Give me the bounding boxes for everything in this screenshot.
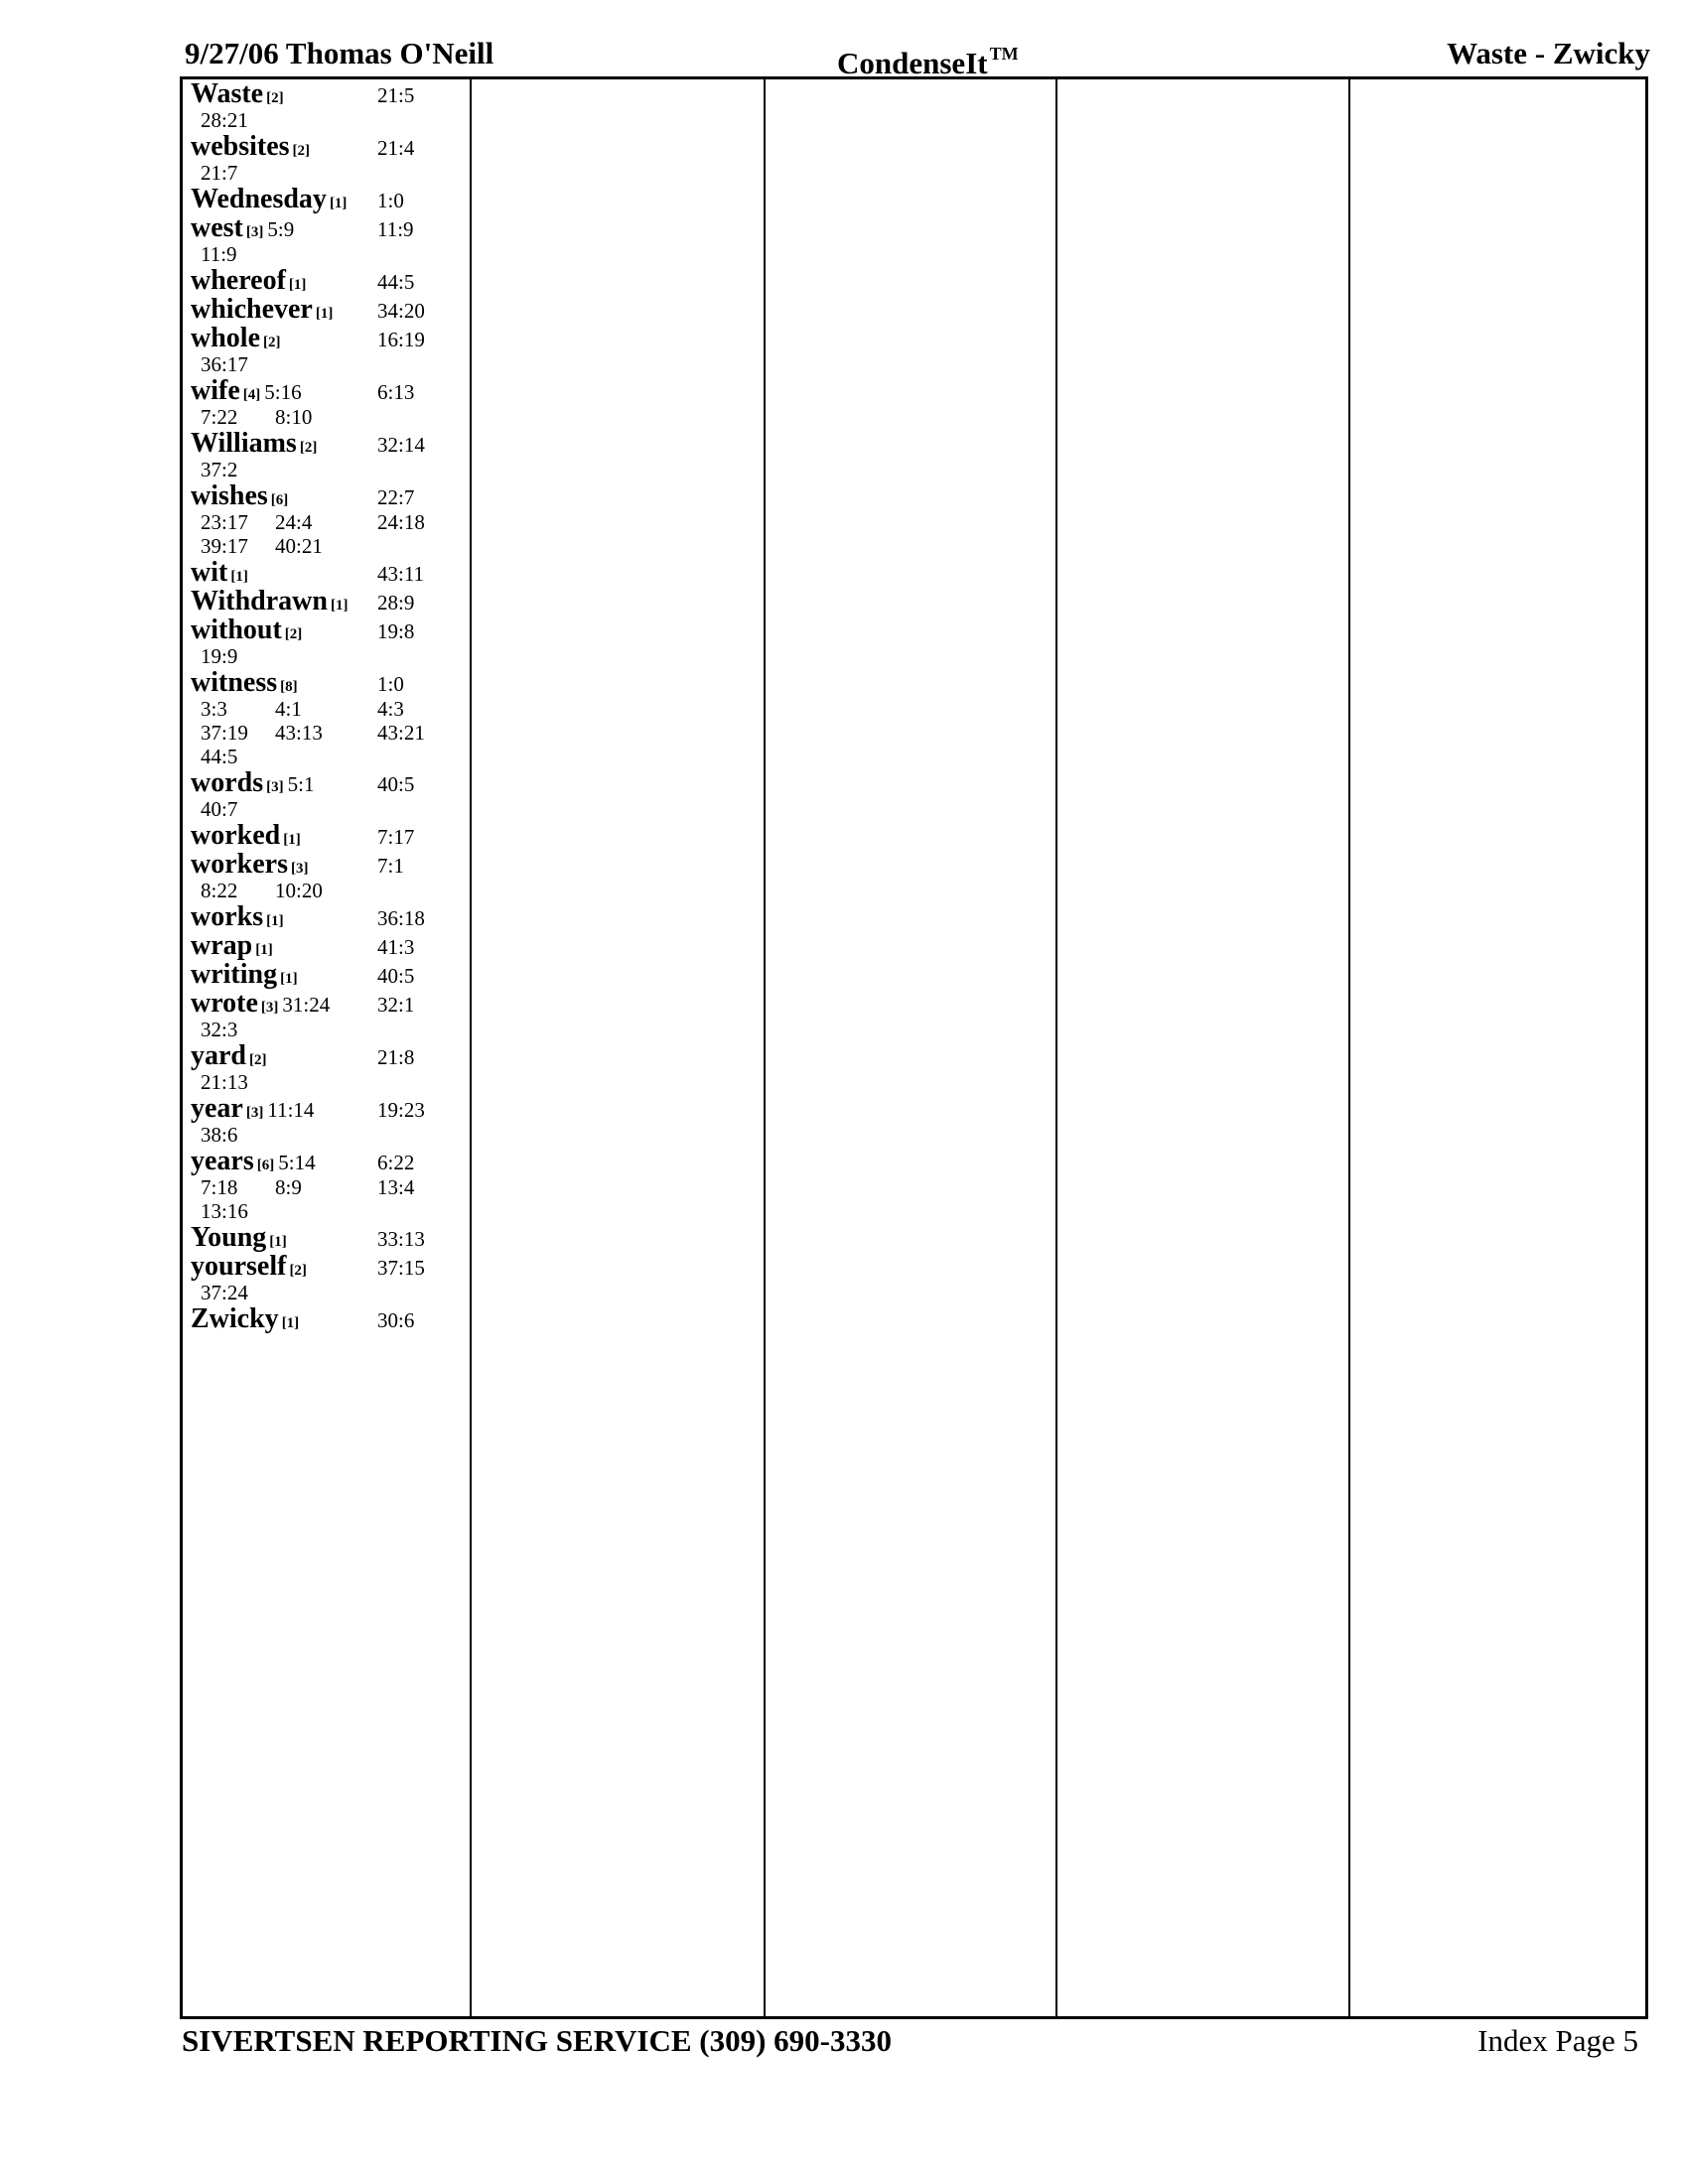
index-word: whole (191, 323, 260, 353)
product-name: CondenseIt (837, 46, 988, 80)
ref-row (191, 108, 469, 132)
occurrence-count: [2] (284, 626, 303, 642)
index-entry (191, 132, 469, 185)
page-line-ref: 33:13 (377, 1227, 425, 1251)
index-entry (191, 324, 469, 376)
page-line-ref: 19:8 (377, 619, 415, 643)
footer-page-number: Index Page 5 (1477, 2023, 1638, 2058)
column-divider (764, 79, 766, 2016)
footer-reporting-service: SIVERTSEN REPORTING SERVICE (309) 690-3330 (182, 2023, 892, 2058)
page-line-ref: 37:24 (201, 1281, 248, 1304)
page-line-ref: 28:9 (377, 591, 415, 614)
occurrence-count: [8] (280, 679, 298, 695)
page-line-ref: 44:5 (201, 745, 238, 768)
page-line-ref: 5:14 (278, 1151, 316, 1174)
ref-row (191, 458, 469, 481)
index-word: workers (191, 849, 288, 880)
page-line-ref: 13:16 (201, 1199, 248, 1223)
occurrence-count: [1] (315, 306, 334, 322)
page-line-ref: 5:9 (267, 217, 295, 241)
page-line-ref: 43:13 (275, 721, 323, 745)
trademark-mark: TM (989, 44, 1019, 64)
page-line-ref: 24:18 (377, 510, 425, 534)
page-line-ref: 43:21 (377, 721, 425, 745)
index-entry (191, 213, 469, 266)
page-line-ref: 38:6 (201, 1123, 238, 1147)
occurrence-count: [2] (289, 1263, 307, 1279)
index-word: websites (191, 131, 290, 162)
ref-row (191, 510, 469, 534)
header-product-name (837, 36, 1019, 81)
column-divider (470, 79, 472, 2016)
index-word: wit (191, 557, 228, 588)
page-line-ref: 23:17 (201, 510, 248, 534)
index-entry (191, 615, 469, 668)
page-line-ref: 1:0 (377, 672, 404, 696)
page-line-ref: 4:3 (377, 697, 404, 721)
index-word: yourself (191, 1251, 287, 1282)
page-line-ref: 19:9 (201, 644, 238, 668)
index-entry (191, 1094, 469, 1147)
page-line-ref: 21:4 (377, 136, 415, 160)
occurrence-count: [2] (266, 90, 284, 106)
index-word: worked (191, 820, 281, 851)
page-line-ref: 21:7 (201, 161, 238, 185)
occurrence-count: [1] (280, 971, 298, 987)
page-line-ref: 7:1 (377, 854, 404, 878)
index-word: whichever (191, 294, 313, 325)
index-word: Young (191, 1222, 267, 1253)
page-line-ref: 16:19 (377, 328, 425, 351)
occurrence-count: [1] (230, 569, 248, 585)
index-entry (191, 376, 469, 429)
occurrence-count: [2] (263, 335, 281, 350)
page-line-ref: 40:5 (377, 772, 415, 796)
page-line-ref: 36:17 (201, 352, 248, 376)
index-entry (191, 960, 469, 989)
occurrence-count: [3] (266, 779, 284, 795)
index-entry (191, 668, 469, 768)
index-entry (191, 429, 469, 481)
index-word: whereof (191, 265, 286, 296)
index-entry (191, 1041, 469, 1094)
index-entry (191, 1304, 469, 1333)
ref-row (191, 1070, 469, 1094)
index-column-1 (191, 79, 469, 1333)
index-entry (191, 1147, 469, 1223)
ref-row (191, 1175, 469, 1199)
index-entry (191, 768, 469, 821)
page-line-ref: 11:14 (267, 1098, 315, 1122)
page-line-ref: 32:14 (377, 433, 425, 457)
index-word: writing (191, 959, 278, 990)
occurrence-count: [6] (270, 492, 289, 508)
occurrence-count: [1] (269, 1234, 287, 1250)
index-word: Withdrawn (191, 586, 328, 616)
index-word: Williams (191, 428, 297, 459)
page-line-ref: 8:9 (275, 1175, 302, 1199)
page-line-ref: 7:18 (201, 1175, 238, 1199)
page-line-ref: 6:13 (377, 380, 415, 404)
page-line-ref: 37:15 (377, 1256, 425, 1280)
page-line-ref: 3:3 (201, 697, 227, 721)
page-line-ref: 8:10 (275, 405, 313, 429)
ref-row (191, 352, 469, 376)
page-line-ref: 40:7 (201, 797, 238, 821)
page-line-ref: 4:1 (275, 697, 302, 721)
page-line-ref: 22:7 (377, 485, 415, 509)
page-line-ref: 37:19 (201, 721, 248, 745)
index-entry (191, 850, 469, 902)
index-entry (191, 79, 469, 132)
index-word: words (191, 767, 264, 798)
page-line-ref: 8:22 (201, 879, 238, 902)
index-entry (191, 587, 469, 615)
page-line-ref: 13:4 (377, 1175, 415, 1199)
page-line-ref: 24:4 (275, 510, 313, 534)
occurrence-count: [2] (292, 143, 311, 159)
occurrence-count: [1] (283, 832, 301, 848)
page-line-ref: 43:11 (377, 562, 425, 586)
page-line-ref: 39:17 (201, 534, 248, 558)
index-word: yard (191, 1040, 246, 1071)
page-line-ref: 1:0 (377, 189, 404, 212)
page-line-ref: 19:23 (377, 1098, 425, 1122)
index-frame (180, 76, 1648, 2019)
occurrence-count: [1] (281, 1315, 300, 1331)
occurrence-count: [1] (266, 913, 284, 929)
page-line-ref: 40:5 (377, 964, 415, 988)
header-word-range: Waste - Zwicky (1447, 36, 1650, 70)
ref-row (191, 721, 469, 745)
ref-row (191, 242, 469, 266)
page-line-ref: 10:20 (275, 879, 323, 902)
page-line-ref: 7:22 (201, 405, 238, 429)
index-entry (191, 902, 469, 931)
page-line-ref: 21:13 (201, 1070, 248, 1094)
page-line-ref: 30:6 (377, 1308, 415, 1332)
occurrence-count: [3] (290, 861, 309, 877)
header-deposition-title: 9/27/06 Thomas O'Neill (185, 36, 494, 70)
index-entry (191, 1252, 469, 1304)
ref-row (191, 161, 469, 185)
page-line-ref: 11:9 (201, 242, 237, 266)
occurrence-count: [3] (260, 1000, 279, 1016)
ref-row (191, 879, 469, 902)
index-word: wrap (191, 930, 253, 961)
ref-row (191, 1199, 469, 1223)
page-line-ref: 11:9 (377, 217, 414, 241)
index-word: wrote (191, 988, 258, 1019)
ref-row (191, 1281, 469, 1304)
occurrence-count: [1] (330, 598, 349, 614)
ref-row (191, 405, 469, 429)
page-line-ref: 44:5 (377, 270, 415, 294)
index-word: without (191, 614, 282, 645)
ref-row (191, 1123, 469, 1147)
page-line-ref: 31:24 (282, 993, 331, 1017)
index-entry (191, 558, 469, 587)
ref-row (191, 644, 469, 668)
index-entry (191, 1223, 469, 1252)
index-entry (191, 185, 469, 213)
page-line-ref: 6:22 (377, 1151, 415, 1174)
index-word: witness (191, 667, 278, 698)
occurrence-count: [3] (245, 224, 264, 240)
index-word: Waste (191, 78, 264, 109)
page-line-ref: 21:8 (377, 1045, 415, 1069)
page-line-ref: 41:3 (377, 935, 415, 959)
occurrence-count: [1] (329, 196, 348, 211)
page-line-ref: 7:17 (377, 825, 415, 849)
page-line-ref: 34:20 (377, 299, 425, 323)
page-line-ref: 40:21 (275, 534, 323, 558)
ref-row (191, 797, 469, 821)
occurrence-count: [6] (256, 1158, 275, 1173)
index-entry (191, 481, 469, 558)
ref-row (191, 697, 469, 721)
index-word: west (191, 212, 243, 243)
index-entry (191, 989, 469, 1041)
column-divider (1348, 79, 1350, 2016)
ref-row (191, 745, 469, 768)
index-word: year (191, 1093, 243, 1124)
page-line-ref: 32:1 (377, 993, 415, 1017)
occurrence-count: [2] (299, 440, 318, 456)
ref-row (191, 1018, 469, 1041)
occurrence-count: [2] (249, 1052, 267, 1068)
occurrence-count: [1] (255, 942, 273, 958)
page-line-ref: 21:5 (377, 83, 415, 107)
page-line-ref: 32:3 (201, 1018, 238, 1041)
index-entry (191, 295, 469, 324)
index-word: Zwicky (191, 1303, 279, 1334)
index-word: works (191, 901, 264, 932)
index-word: Wednesday (191, 184, 327, 214)
occurrence-count: [3] (245, 1105, 264, 1121)
page-line-ref: 28:21 (201, 108, 248, 132)
page-line-ref: 37:2 (201, 458, 238, 481)
index-word: wife (191, 375, 240, 406)
index-entry (191, 821, 469, 850)
index-entry (191, 931, 469, 960)
page-line-ref: 5:1 (287, 772, 315, 796)
index-word: years (191, 1146, 254, 1176)
occurrence-count: [1] (288, 277, 307, 293)
page-line-ref: 36:18 (377, 906, 425, 930)
page-line-ref: 5:16 (264, 380, 302, 404)
column-divider (1055, 79, 1057, 2016)
index-entry (191, 266, 469, 295)
ref-row (191, 534, 469, 558)
occurrence-count: [4] (242, 387, 261, 403)
index-word: wishes (191, 480, 268, 511)
